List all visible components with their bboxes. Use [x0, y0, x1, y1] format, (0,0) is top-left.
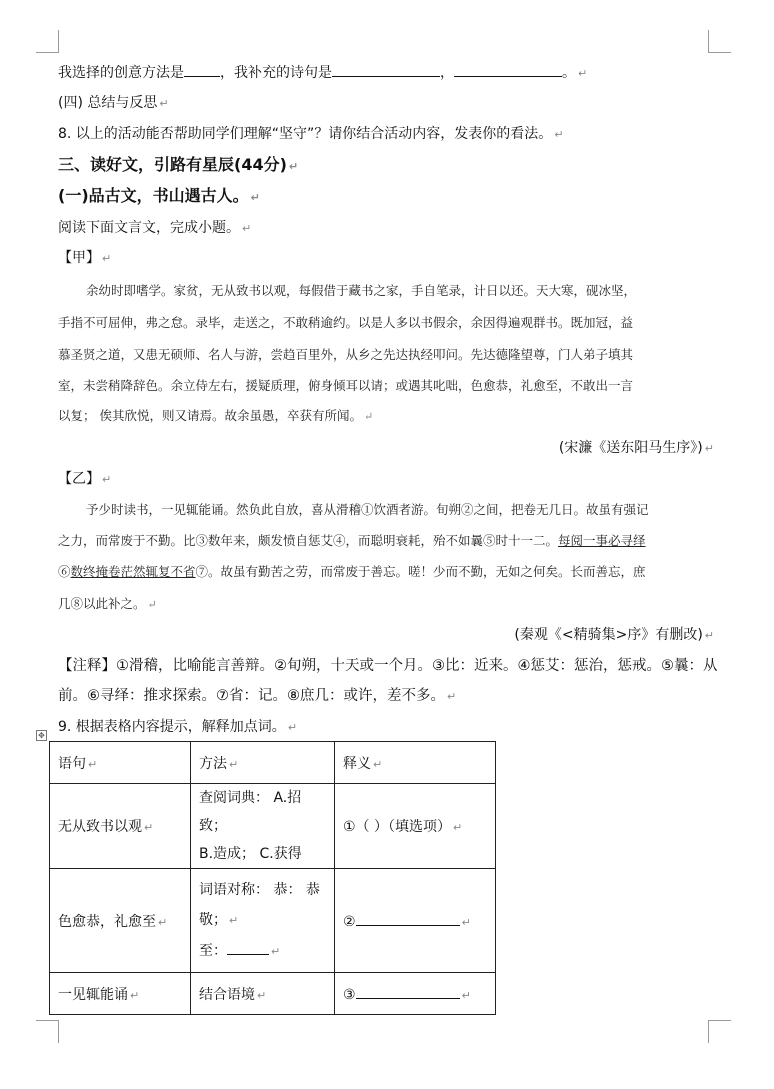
- row3-meaning[interactable]: ③ ↵: [335, 973, 496, 1015]
- cell-mark-icon: ↵: [229, 757, 239, 771]
- subsection-1-heading: (一)品古文，书山遇古人。 ↵: [58, 186, 260, 205]
- table-header-row: [50, 742, 496, 784]
- cell-mark-icon: ↵: [461, 989, 471, 1002]
- meaning-blank-2[interactable]: [356, 911, 460, 926]
- row1-sentence: 无从致书以观 ↵: [50, 784, 191, 869]
- passage-yi-line-1: 予少时读书，一见辄能诵。然负此自放，喜从滑稽①饮酒者游。旬朔②之间，把卷无几日。故虽有强记: [86, 502, 649, 517]
- row2-meaning[interactable]: ② ↵: [335, 869, 496, 973]
- notes-line-1: 【注释】①滑稽，比喻能言善辩。②旬朔，十天或一个月。③比：近来。④惩艾：惩治，惩戒。⑤曩：从: [58, 658, 718, 674]
- passage-jia-label: 【甲】 ↵: [58, 250, 112, 266]
- cell-mark-icon: ↵: [130, 988, 140, 1002]
- question-9: 9. 根据表格内容提示，解释加点词。 ↵: [58, 719, 298, 735]
- word-explanation-table: [49, 741, 496, 1015]
- passage-jia-line-3: 慕圣贤之道，又患无硕师、名人与游，尝趋百里外，从乡之先达执经叩问。先达德隆望尊，门人弟子填其: [58, 347, 634, 362]
- paragraph-mark-icon: ↵: [554, 128, 564, 141]
- paragraph-mark-icon: ↵: [447, 690, 457, 703]
- paragraph-mark-icon: ↵: [102, 473, 112, 486]
- paragraph-mark-icon: ↵: [578, 67, 588, 80]
- method-blank[interactable]: [184, 62, 220, 77]
- row1-method: 查阅词典： A.招致； B.造成； C.获得: [191, 784, 335, 869]
- cell-mark-icon: ↵: [461, 916, 471, 929]
- row2-method: 词语对称： 恭： 恭 敬； ↵ 至： ↵: [191, 869, 335, 973]
- paragraph-mark-icon: ↵: [229, 913, 239, 927]
- paragraph-mark-icon: ↵: [704, 629, 714, 642]
- paragraph-mark-icon: ↵: [102, 252, 112, 265]
- paragraph-mark-icon: ↵: [288, 160, 299, 173]
- paragraph-mark-icon: ↵: [250, 191, 260, 204]
- creative-method-line: 我选择的创意方法是 ，我补充的诗句是 ， 。 ↵: [58, 62, 587, 84]
- table-row: [50, 973, 496, 1015]
- passage-yi-line-3: ⑥数终掩卷茫然辄复不省⑦。故虽有勤苦之劳，而常废于善忘。嗟！少而不勤，无如之何矣。长而善忘，庶: [58, 564, 646, 579]
- paragraph-mark-icon: ↵: [287, 721, 298, 734]
- passage-jia-line-1: 余幼时即嗜学。家贫，无从致书以观，每假借于藏书之家，手自笔录，计日以还。天大寒，砚冰坚，: [86, 283, 637, 298]
- corner-mark-top-left: [36, 30, 59, 53]
- passage-yi-source: (秦观《<精骑集>序》有删改) ↵: [514, 627, 714, 643]
- meaning-blank-3[interactable]: [356, 984, 460, 999]
- header-meaning: 释义 ↵: [335, 742, 496, 784]
- part-3-heading: 三、读好文，引路有星辰(44分) ↵: [58, 155, 299, 174]
- corner-mark-bottom-right: [708, 1020, 731, 1043]
- poem-blank-2[interactable]: [454, 62, 562, 77]
- notes-line-2: 前。⑥寻绎：推求探索。⑦省：记。⑧庶几：或许，差不多。 ↵: [58, 688, 457, 704]
- underlined-phrase-1: 每阅一事必寻绎: [558, 533, 646, 548]
- paragraph-mark-icon: ↵: [147, 598, 157, 611]
- underlined-phrase-2: 数终掩卷茫然辄复不省: [70, 564, 196, 579]
- corner-mark-top-right: [708, 30, 731, 53]
- cell-mark-icon: ↵: [373, 757, 383, 771]
- row1-meaning[interactable]: ①（ ）（填选项） ↵: [335, 784, 496, 869]
- paragraph-mark-icon: ↵: [242, 222, 252, 235]
- poem-blank-1[interactable]: [332, 62, 440, 77]
- passage-yi-label: 【乙】 ↵: [58, 471, 112, 487]
- row3-sentence: 一见辄能诵 ↵: [50, 973, 191, 1015]
- table-move-handle-icon[interactable]: ✥: [36, 730, 47, 741]
- section-4-title: (四) 总结与反思 ↵: [58, 95, 169, 111]
- passage-jia-source: (宋濂《送东阳马生序》) ↵: [558, 440, 714, 456]
- passage-jia-line-4: 室，未尝稍降辞色。余立侍左右，援疑质理，俯身倾耳以请；或遇其叱咄，色愈恭，礼愈至，不敢出一言: [58, 378, 634, 393]
- zhi-blank[interactable]: [227, 940, 269, 955]
- cell-mark-icon: ↵: [257, 988, 267, 1002]
- row3-method: 结合语境 ↵: [191, 973, 335, 1015]
- question-8: 8. 以上的活动能否帮助同学们理解“坚守”？请你结合活动内容，发表你的看法。 ↵: [58, 126, 564, 142]
- paragraph-mark-icon: ↵: [159, 97, 169, 110]
- cell-mark-icon: ↵: [158, 915, 168, 929]
- cell-mark-icon: ↵: [271, 944, 281, 958]
- row2-sentence: 色愈恭，礼愈至 ↵: [50, 869, 191, 973]
- cell-mark-icon: ↵: [453, 821, 463, 834]
- cell-mark-icon: ↵: [88, 757, 98, 771]
- passage-jia-line-2: 手指不可屈伸，弗之怠。录毕，走送之，不敢稍逾约。以是人多以书假余，余因得遍观群书。既加冠，益: [58, 315, 634, 330]
- paragraph-mark-icon: ↵: [704, 442, 714, 455]
- table-row: [50, 869, 496, 973]
- reading-instruction: 阅读下面文言文，完成小题。 ↵: [58, 220, 252, 236]
- corner-mark-bottom-left: [36, 1020, 59, 1043]
- paragraph-mark-icon: ↵: [363, 410, 374, 423]
- table-row: [50, 784, 496, 869]
- passage-yi-line-4: 几⑧以此补之。 ↵: [58, 596, 157, 611]
- header-sentence: 语句 ↵: [50, 742, 191, 784]
- cell-mark-icon: ↵: [144, 821, 154, 834]
- passage-jia-line-5: 以复； 俟其欣悦，则又请焉。故余虽愚，卒获有所闻。 ↵: [58, 408, 374, 423]
- passage-yi-line-2: 之力，而常废于不勤。比③数年来，颇发愤自惩艾④，而聪明衰耗，殆不如曩⑤时十一二。每阅一事必寻绎: [58, 533, 646, 548]
- header-method: 方法 ↵: [191, 742, 335, 784]
